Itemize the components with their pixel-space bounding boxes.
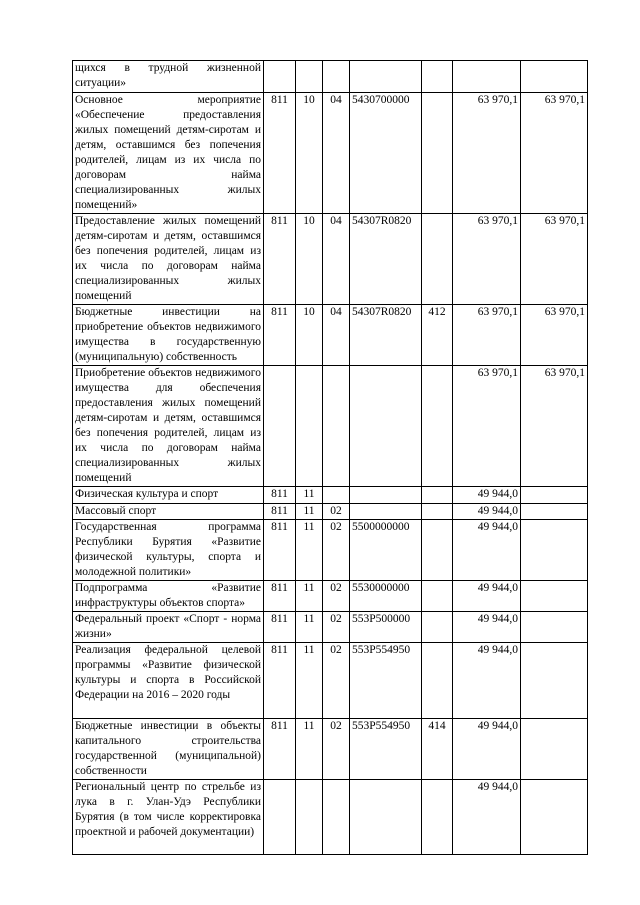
cell-sum-1: 49 944,0 xyxy=(453,780,521,855)
cell-podrazdel xyxy=(323,366,350,487)
cell-razdel xyxy=(296,780,323,855)
cell-podrazdel: 04 xyxy=(323,93,350,214)
cell-name: Реализация федеральной целевой программы «Развитие физической культуры и спорта в Российской Федерации на 2016 – 2020 годы xyxy=(73,643,264,719)
cell-target-article: 553P500000 xyxy=(350,612,422,643)
cell-expense-type xyxy=(422,61,453,93)
cell-razdel: 11 xyxy=(296,643,323,719)
table-row xyxy=(73,719,588,780)
cell-name: Физическая культура и спорт xyxy=(73,487,264,504)
cell-sum-1: 63 970,1 xyxy=(453,214,521,305)
cell-sum-1: 49 944,0 xyxy=(453,504,521,520)
cell-expense-type xyxy=(422,214,453,305)
cell-grbs: 811 xyxy=(264,719,296,780)
cell-razdel: 11 xyxy=(296,719,323,780)
cell-expense-type xyxy=(422,366,453,487)
cell-expense-type: 414 xyxy=(422,719,453,780)
table-row xyxy=(73,520,588,581)
budget-table xyxy=(72,60,588,855)
cell-sum-2 xyxy=(521,581,588,612)
cell-sum-2 xyxy=(521,612,588,643)
cell-target-article xyxy=(350,504,422,520)
cell-sum-2 xyxy=(521,520,588,581)
cell-expense-type xyxy=(422,581,453,612)
cell-name: Массовый спорт xyxy=(73,504,264,520)
table-row xyxy=(73,504,588,520)
cell-podrazdel: 02 xyxy=(323,643,350,719)
cell-sum-2 xyxy=(521,504,588,520)
cell-expense-type xyxy=(422,612,453,643)
cell-grbs: 811 xyxy=(264,214,296,305)
cell-podrazdel: 02 xyxy=(323,612,350,643)
cell-razdel: 11 xyxy=(296,612,323,643)
cell-target-article: 54307R0820 xyxy=(350,214,422,305)
cell-sum-2 xyxy=(521,61,588,93)
cell-name: Государственная программа Республики Бурятия «Развитие физической культуры, спорта и молодежной политики» xyxy=(73,520,264,581)
cell-sum-1: 49 944,0 xyxy=(453,581,521,612)
table-row xyxy=(73,780,588,855)
cell-razdel: 11 xyxy=(296,487,323,504)
cell-name: Предоставление жилых помещений детям-сиротам и детям, оставшимся без попечения родителей, лицам из их числа по договорам найма специализированных жилых помещений xyxy=(73,214,264,305)
cell-razdel xyxy=(296,61,323,93)
cell-target-article: 5430700000 xyxy=(350,93,422,214)
cell-expense-type xyxy=(422,487,453,504)
cell-podrazdel xyxy=(323,61,350,93)
cell-target-article: 5500000000 xyxy=(350,520,422,581)
cell-grbs: 811 xyxy=(264,305,296,366)
cell-target-article: 5530000000 xyxy=(350,581,422,612)
cell-sum-2: 63 970,1 xyxy=(521,214,588,305)
table-row xyxy=(73,643,588,719)
cell-podrazdel: 02 xyxy=(323,581,350,612)
cell-grbs: 811 xyxy=(264,612,296,643)
cell-grbs xyxy=(264,366,296,487)
table-row xyxy=(73,366,588,487)
cell-name: Бюджетные инвестиции в объекты капитального строительства государственной (муниципальной) собственности xyxy=(73,719,264,780)
cell-sum-2 xyxy=(521,643,588,719)
cell-expense-type xyxy=(422,504,453,520)
cell-sum-1: 49 944,0 xyxy=(453,520,521,581)
cell-target-article: 553P554950 xyxy=(350,719,422,780)
cell-grbs: 811 xyxy=(264,487,296,504)
table-row xyxy=(73,214,588,305)
cell-target-article xyxy=(350,487,422,504)
cell-expense-type xyxy=(422,643,453,719)
cell-target-article: 54307R0820 xyxy=(350,305,422,366)
cell-sum-1: 63 970,1 xyxy=(453,366,521,487)
table-row xyxy=(73,93,588,214)
cell-razdel: 11 xyxy=(296,581,323,612)
cell-sum-2 xyxy=(521,719,588,780)
cell-name: Федеральный проект «Спорт - норма жизни» xyxy=(73,612,264,643)
cell-grbs: 811 xyxy=(264,581,296,612)
cell-podrazdel xyxy=(323,487,350,504)
cell-podrazdel: 02 xyxy=(323,504,350,520)
cell-name: Бюджетные инвестиции на приобретение объектов недвижимого имущества в государственную (муниципальную) собственность xyxy=(73,305,264,366)
cell-target-article xyxy=(350,780,422,855)
cell-expense-type: 412 xyxy=(422,305,453,366)
cell-grbs: 811 xyxy=(264,93,296,214)
cell-target-article xyxy=(350,61,422,93)
cell-podrazdel: 04 xyxy=(323,214,350,305)
cell-podrazdel: 02 xyxy=(323,520,350,581)
cell-sum-1: 49 944,0 xyxy=(453,612,521,643)
cell-razdel: 11 xyxy=(296,504,323,520)
cell-razdel: 10 xyxy=(296,305,323,366)
table-row xyxy=(73,612,588,643)
cell-grbs: 811 xyxy=(264,520,296,581)
cell-name: Подпрограмма «Развитие инфраструктуры объектов спорта» xyxy=(73,581,264,612)
table-row xyxy=(73,487,588,504)
cell-sum-2: 63 970,1 xyxy=(521,305,588,366)
cell-razdel xyxy=(296,366,323,487)
cell-razdel: 10 xyxy=(296,93,323,214)
cell-grbs: 811 xyxy=(264,643,296,719)
cell-grbs: 811 xyxy=(264,504,296,520)
cell-sum-1: 49 944,0 xyxy=(453,487,521,504)
table-row xyxy=(73,61,588,93)
cell-sum-1: 49 944,0 xyxy=(453,719,521,780)
cell-sum-1: 63 970,1 xyxy=(453,93,521,214)
cell-sum-1 xyxy=(453,61,521,93)
cell-podrazdel: 04 xyxy=(323,305,350,366)
cell-podrazdel xyxy=(323,780,350,855)
cell-grbs xyxy=(264,61,296,93)
cell-podrazdel: 02 xyxy=(323,719,350,780)
cell-grbs xyxy=(264,780,296,855)
cell-sum-1: 49 944,0 xyxy=(453,643,521,719)
cell-razdel: 10 xyxy=(296,214,323,305)
cell-name: щихся в трудной жизненной ситуации» xyxy=(73,61,264,93)
cell-sum-2: 63 970,1 xyxy=(521,93,588,214)
cell-sum-1: 63 970,1 xyxy=(453,305,521,366)
cell-name: Региональный центр по стрельбе из лука в г. Улан-Удэ Республики Бурятия (в том числе корректировка проектной и рабочей документации) xyxy=(73,780,264,855)
cell-expense-type xyxy=(422,93,453,214)
cell-target-article xyxy=(350,366,422,487)
cell-sum-2 xyxy=(521,780,588,855)
cell-razdel: 11 xyxy=(296,520,323,581)
table-row xyxy=(73,581,588,612)
cell-target-article: 553P554950 xyxy=(350,643,422,719)
cell-expense-type xyxy=(422,520,453,581)
cell-expense-type xyxy=(422,780,453,855)
table-row xyxy=(73,305,588,366)
cell-sum-2: 63 970,1 xyxy=(521,366,588,487)
cell-sum-2 xyxy=(521,487,588,504)
cell-name: Приобретение объектов недвижимого имущества для обеспечения предоставления жилых помещений детям-сиротам и детям, оставшимся без попечения родителей, лицам из их числа по договорам найма специализированных жилых помещений xyxy=(73,366,264,487)
cell-name: Основное мероприятие «Обеспечение предоставления жилых помещений детям-сиротам и детям, оставшимся без попечения родителей, лицам из их числа по договорам найма специализированных жилых помещений» xyxy=(73,93,264,214)
